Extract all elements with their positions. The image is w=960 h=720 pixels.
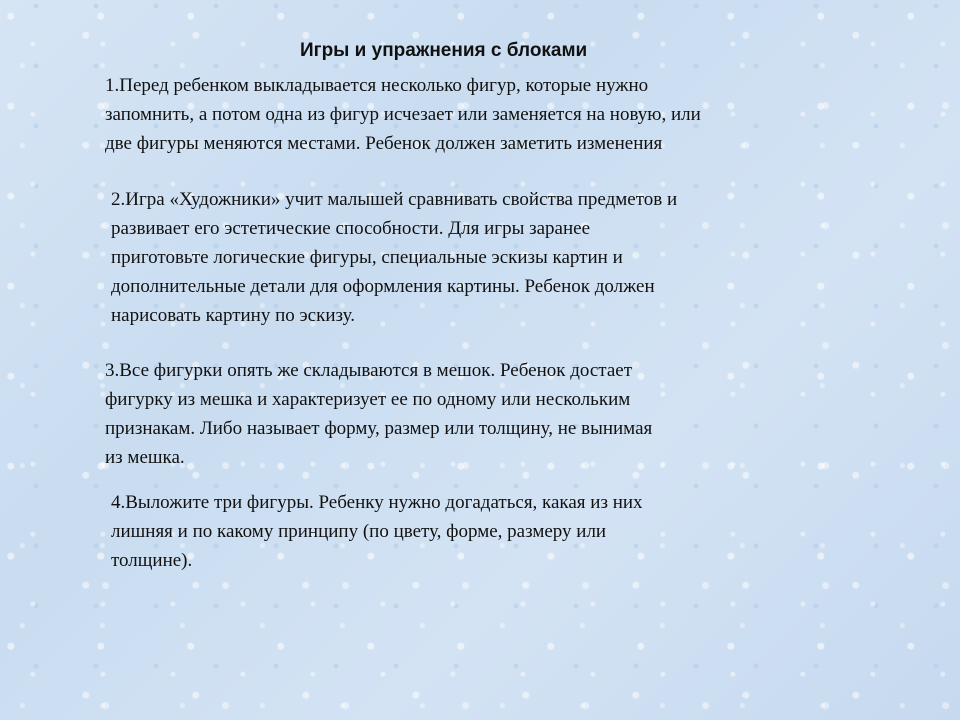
paragraph-3 bbox=[105, 356, 652, 472]
paragraph-line: две фигуры меняются местами. Ребенок должен заметить изменения bbox=[105, 133, 663, 154]
paragraph-line: 2.Игра «Художники» учит малышей сравнивать свойства предметов и bbox=[111, 189, 678, 210]
paragraph-line: приготовьте логические фигуры, специальные эскизы картин и bbox=[111, 247, 623, 268]
page-title: Игры и упражнения с блоками bbox=[300, 40, 588, 61]
paragraph-line: фигурку из мешка и характеризует ее по одному или нескольким bbox=[105, 389, 631, 410]
paragraph-line: признакам. Либо называет форму, размер или толщину, не вынимая bbox=[105, 418, 653, 439]
paragraph-line: 3.Все фигурки опять же складываются в мешок. Ребенок достает bbox=[105, 360, 633, 381]
paragraph-line: нарисовать картину по эскизу. bbox=[111, 305, 355, 326]
paragraph-2 bbox=[111, 185, 677, 330]
paragraph-line: запомнить, а потом одна из фигур исчезает или заменяется на новую, или bbox=[105, 104, 701, 125]
paragraph-line: развивает его эстетические способности. Для игры заранее bbox=[111, 218, 591, 239]
paragraph-4 bbox=[111, 488, 643, 575]
paragraph-line: 4.Выложите три фигуры. Ребенку нужно догадаться, какая из них bbox=[111, 492, 643, 513]
paragraph-line: лишняя и по какому принципу (по цвету, форме, размеру или bbox=[111, 521, 607, 542]
paragraph-line: 1.Перед ребенком выкладывается несколько фигур, которые нужно bbox=[105, 75, 649, 96]
paragraph-line: дополнительные детали для оформления картины. Ребенок должен bbox=[111, 276, 655, 297]
paragraph-1 bbox=[105, 71, 701, 158]
paragraph-line: из мешка. bbox=[105, 447, 185, 468]
paragraph-line: толщине). bbox=[111, 550, 193, 571]
